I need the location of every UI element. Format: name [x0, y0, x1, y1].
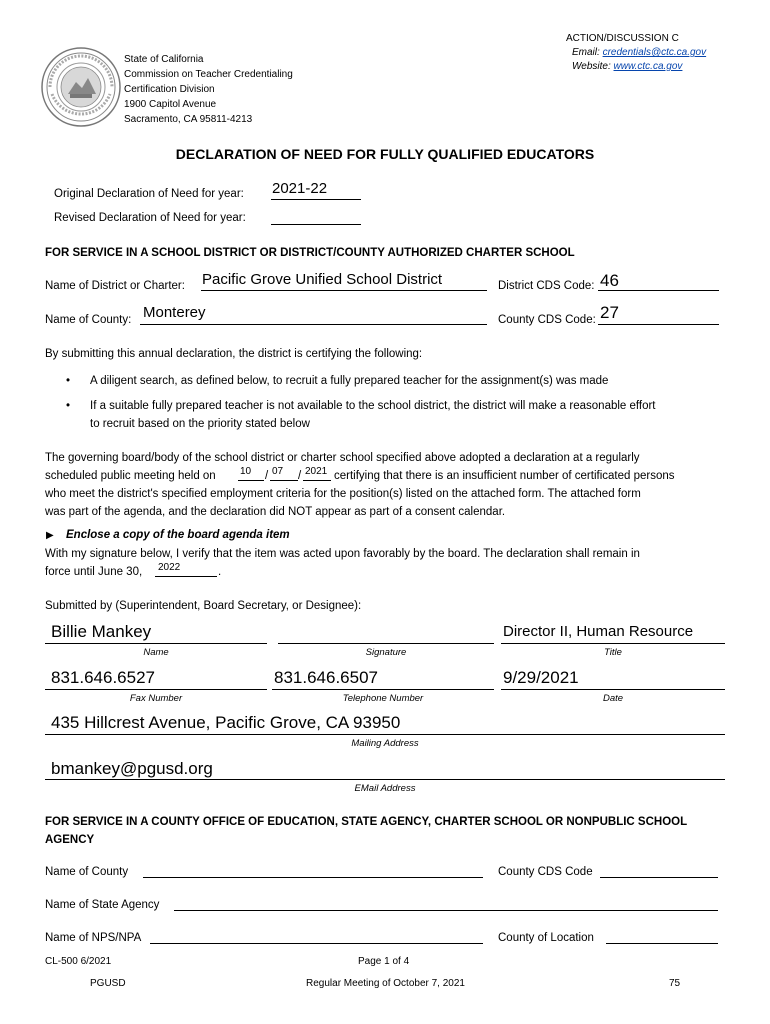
triangle-right-icon: ▶	[46, 530, 54, 541]
sig-line-2-a: force until June 30,	[45, 566, 143, 578]
email-line	[45, 779, 725, 780]
fax-caption: Fax Number	[129, 693, 183, 704]
district-cds-value[interactable]: 46	[600, 271, 619, 290]
phone-caption: Telephone Number	[342, 693, 424, 704]
title-line	[501, 643, 725, 644]
enclose-note: Enclose a copy of the board agenda item	[66, 529, 290, 541]
gov-line-1: The governing board/body of the school district or charter school specified above adopted a declaration at a regularly	[45, 452, 640, 464]
county2-cds-label: County CDS Code	[498, 866, 593, 878]
bullet-1: A diligent search, as defined below, to recruit a fully prepared teacher for the assignment(s) was made	[90, 375, 609, 387]
header-contact	[566, 32, 706, 74]
title-caption: Title	[604, 647, 622, 658]
original-year-line	[271, 199, 361, 200]
county2-cds-line[interactable]	[600, 877, 718, 878]
form-code: CL-500 6/2021	[45, 956, 112, 967]
meeting-month[interactable]: 10	[240, 466, 252, 477]
meeting-year-line	[303, 480, 331, 481]
nps-line[interactable]	[150, 943, 483, 944]
date-line	[501, 689, 725, 690]
meeting-year[interactable]: 2021	[305, 466, 328, 477]
original-year-label: Original Declaration of Need for year:	[54, 188, 244, 200]
sig-line-1: With my signature below, I verify that the item was acted upon favorably by the board. The declaration shall remain in	[45, 548, 640, 560]
gov-line-4: was part of the agenda, and the declaration did NOT appear as part of a consent calendar.	[45, 506, 506, 518]
bullet-2-line2: to recruit based on the priority stated below	[90, 418, 310, 430]
meeting-day[interactable]: 07	[272, 466, 284, 477]
district-cds-line	[598, 290, 719, 291]
date-value[interactable]: 9/29/2021	[503, 668, 579, 687]
force-year-line	[155, 576, 217, 577]
county-location-label: County of Location	[498, 932, 594, 944]
state-agency-line[interactable]	[174, 910, 718, 911]
revised-year-label: Revised Declaration of Need for year:	[54, 212, 246, 224]
force-year[interactable]: 2022	[158, 562, 181, 573]
meeting-month-line	[238, 480, 264, 481]
title-value[interactable]: Director II, Human Resource	[503, 623, 694, 640]
email-label: Email:	[572, 47, 600, 58]
section2-heading-line2: AGENCY	[45, 834, 95, 846]
agency-line: Certification Division	[124, 84, 215, 95]
website-label: Website:	[572, 61, 611, 72]
email-link[interactable]: credentials@ctc.ca.gov	[602, 47, 707, 58]
county-cds-line	[598, 324, 719, 325]
bullet-dot-1: •	[66, 375, 71, 387]
agency-line: Sacramento, CA 95811-4213	[124, 114, 253, 125]
district-cds-label: District CDS Code:	[498, 280, 595, 292]
original-year-value[interactable]: 2021-22	[272, 180, 328, 197]
page-title: DECLARATION OF NEED FOR FULLY QUALIFIED EDUCATORS	[175, 146, 595, 162]
bullet-dot-2: •	[66, 400, 71, 412]
county2-label: Name of County	[45, 866, 129, 878]
county-cds-label: County CDS Code:	[498, 314, 596, 326]
page-indicator: Page 1 of 4	[358, 956, 410, 967]
bullet-2-line1: If a suitable fully prepared teacher is not available to the school district, the district will make a reasonable effort	[90, 400, 656, 412]
nps-label: Name of NPS/NPA	[45, 932, 142, 944]
date-sep-2: /	[298, 470, 302, 482]
county-value[interactable]: Monterey	[143, 304, 206, 321]
agency-address	[124, 52, 293, 127]
county2-line[interactable]	[143, 877, 483, 878]
signature-line[interactable]	[278, 643, 494, 644]
commission-seal-logo	[40, 44, 122, 130]
address-caption: Mailing Address	[351, 738, 419, 749]
sig-period: .	[218, 566, 222, 578]
gov-line-3: who meet the district's specified employment criteria for the position(s) listed on the attached form. The attached form	[45, 488, 641, 500]
district-line	[201, 290, 487, 291]
address-value[interactable]: 435 Hillcrest Avenue, Pacific Grove, CA 93950	[51, 713, 401, 732]
gov-line-2-a: scheduled public meeting held on	[45, 470, 216, 482]
email-value[interactable]: bmankey@pgusd.org	[51, 759, 213, 778]
action-label: ACTION/DISCUSSION C	[566, 33, 679, 44]
fax-line	[45, 689, 267, 690]
email-caption: EMail Address	[354, 783, 416, 794]
address-line	[45, 734, 725, 735]
name-caption: Name	[143, 647, 169, 658]
section2-heading-line1: FOR SERVICE IN A COUNTY OFFICE OF EDUCATION, STATE AGENCY, CHARTER SCHOOL OR NONPUBLIC SCHOOL	[45, 816, 688, 828]
submitted-by-label: Submitted by (Superintendent, Board Secretary, or Designee):	[45, 600, 362, 612]
section1-heading: FOR SERVICE IN A SCHOOL DISTRICT OR DISTRICT/COUNTY AUTHORIZED CHARTER SCHOOL	[45, 247, 575, 259]
phone-line	[272, 689, 494, 690]
signature-caption: Signature	[365, 647, 407, 658]
name-line	[45, 643, 267, 644]
fax-value[interactable]: 831.646.6527	[51, 668, 155, 687]
page-number: 75	[669, 978, 681, 989]
district-value[interactable]: Pacific Grove Unified School District	[202, 271, 443, 288]
name-value[interactable]: Billie Mankey	[51, 622, 152, 641]
county-cds-value[interactable]: 27	[600, 303, 619, 322]
gov-line-2-b: certifying that there is an insufficient number of certificated persons	[334, 470, 675, 482]
date-caption: Date	[602, 693, 624, 704]
agency-line: Commission on Teacher Credentialing	[124, 69, 293, 80]
revised-year-line[interactable]	[271, 224, 361, 225]
county-label: Name of County:	[45, 314, 132, 326]
website-link[interactable]: www.ctc.ca.gov	[613, 61, 683, 72]
state-agency-label: Name of State Agency	[45, 899, 160, 911]
certify-intro: By submitting this annual declaration, the district is certifying the following:	[45, 348, 423, 360]
date-sep-1: /	[265, 470, 269, 482]
agency-line: 1900 Capitol Avenue	[124, 99, 217, 110]
meeting-label: Regular Meeting of October 7, 2021	[306, 978, 465, 989]
phone-value[interactable]: 831.646.6507	[274, 668, 378, 687]
agency-line: State of California	[124, 54, 204, 65]
district-label: Name of District or Charter:	[45, 280, 185, 292]
org-label: PGUSD	[90, 978, 126, 989]
meeting-day-line	[270, 480, 298, 481]
county-line	[140, 324, 487, 325]
county-location-line[interactable]	[606, 943, 718, 944]
